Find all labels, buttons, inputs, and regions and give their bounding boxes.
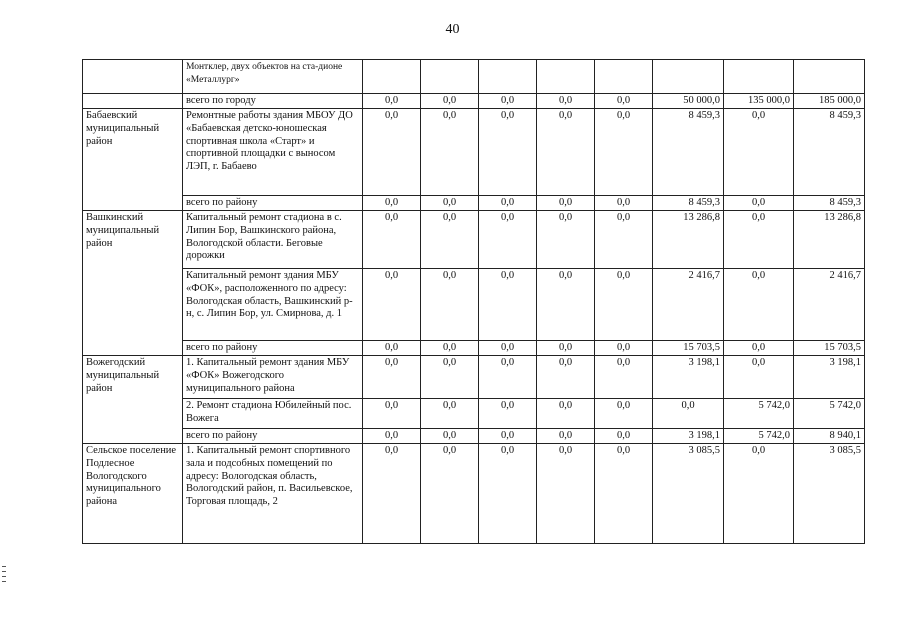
value-cell: 0,0 [479,196,537,211]
value-cell: 0,0 [421,429,479,444]
value-cell: 0,0 [363,94,421,109]
value-cell: 0,0 [421,196,479,211]
region-cell [83,60,183,94]
value-cell: 0,0 [421,211,479,269]
value-cell: 0,0 [724,341,794,356]
value-cell: 0,0 [595,269,653,341]
total-label: всего по району [183,196,363,211]
value-cell: 13 286,8 [653,211,724,269]
region-cell [83,94,183,109]
work-cell: Капитальный ремонт здания МБУ «ФОК», расположенного по адресу: Вологодская область, Вашкинский р-н, с. Липин Бор, ул. Смирнова, д. 1 [183,269,363,341]
value-cell: 0,0 [537,109,595,196]
value-cell: 0,0 [363,399,421,429]
value-cell: 2 416,7 [794,269,865,341]
value-cell: 0,0 [537,429,595,444]
value-cell: 0,0 [479,399,537,429]
value-cell: 3 198,1 [653,356,724,399]
total-label: всего по району [183,429,363,444]
value-cell [537,60,595,94]
value-cell: 0,0 [724,269,794,341]
value-cell: 0,0 [479,269,537,341]
value-cell: 0,0 [537,94,595,109]
value-cell: 0,0 [595,94,653,109]
value-cell: 0,0 [479,356,537,399]
budget-table [82,59,865,544]
value-cell: 15 703,5 [653,341,724,356]
value-cell: 8 459,3 [794,196,865,211]
work-cell: 2. Ремонт стадиона Юбилейный пос. Вожега [183,399,363,429]
value-cell: 0,0 [363,444,421,544]
table-row [83,211,865,269]
region-cell: Сельское поселение Подлесное Вологодского муниципального района [83,444,183,544]
value-cell: 0,0 [363,356,421,399]
work-cell: Ремонтные работы здания МБОУ ДО «Бабаевская детско-юношеская спортивная школа «Старт» и спортивной площадки с выносом ЛЭП, г. Бабаево [183,109,363,196]
value-cell: 0,0 [421,269,479,341]
value-cell: 0,0 [479,211,537,269]
work-cell: Монтклер, двух объектов на ста-дионе «Металлург» [183,60,363,94]
value-cell: 0,0 [363,109,421,196]
value-cell: 0,0 [479,341,537,356]
value-cell: 0,0 [537,211,595,269]
value-cell: 0,0 [363,341,421,356]
total-label: всего по городу [183,94,363,109]
table-row [83,196,865,211]
value-cell: 0,0 [595,444,653,544]
work-cell: 1. Капитальный ремонт спортивного зала и подсобных помещений по адресу: Вологодская область, Вологодский район, п. Васильевское, Торговая площадь, 2 [183,444,363,544]
value-cell: 0,0 [363,269,421,341]
value-cell: 0,0 [479,429,537,444]
value-cell: 2 416,7 [653,269,724,341]
value-cell [653,60,724,94]
value-cell: 15 703,5 [794,341,865,356]
value-cell: 3 198,1 [794,356,865,399]
table-row [83,399,865,429]
value-cell: 0,0 [724,109,794,196]
margin-mark [2,566,6,567]
region-cell: Вожегодский муниципальный район [83,356,183,444]
value-cell: 0,0 [724,196,794,211]
region-cell: Бабаевский муниципальный район [83,109,183,211]
value-cell: 50 000,0 [653,94,724,109]
table-row [83,356,865,399]
value-cell: 0,0 [537,356,595,399]
value-cell: 0,0 [724,444,794,544]
region-cell: Вашкинский муниципальный район [83,211,183,356]
table-row [83,94,865,109]
value-cell: 5 742,0 [724,399,794,429]
value-cell: 0,0 [421,94,479,109]
value-cell: 8 459,3 [653,109,724,196]
value-cell: 0,0 [421,399,479,429]
value-cell: 5 742,0 [724,429,794,444]
value-cell: 185 000,0 [794,94,865,109]
table-row [83,269,865,341]
table-row [83,109,865,196]
margin-mark [2,581,6,582]
value-cell: 0,0 [653,399,724,429]
work-cell: Капитальный ремонт стадиона в с. Липин Бор, Вашкинского района, Вологодской области. Беговые дорожки [183,211,363,269]
value-cell [479,60,537,94]
value-cell: 3 198,1 [653,429,724,444]
value-cell: 0,0 [595,399,653,429]
value-cell [724,60,794,94]
value-cell: 0,0 [479,94,537,109]
value-cell: 0,0 [537,196,595,211]
value-cell: 3 085,5 [794,444,865,544]
value-cell: 0,0 [479,444,537,544]
value-cell: 0,0 [479,109,537,196]
value-cell: 0,0 [363,429,421,444]
table-row [83,341,865,356]
value-cell: 0,0 [537,269,595,341]
value-cell [421,60,479,94]
work-cell: 1. Капитальный ремонт здания МБУ «ФОК» Вожегодского муниципального района [183,356,363,399]
table-row [83,60,865,94]
value-cell: 0,0 [595,109,653,196]
value-cell: 0,0 [724,356,794,399]
value-cell: 0,0 [595,341,653,356]
value-cell: 3 085,5 [653,444,724,544]
value-cell: 0,0 [724,211,794,269]
value-cell: 0,0 [421,341,479,356]
value-cell: 0,0 [595,196,653,211]
value-cell: 0,0 [421,109,479,196]
value-cell: 13 286,8 [794,211,865,269]
page-number: 40 [445,22,460,37]
table-row [83,444,865,544]
value-cell: 0,0 [363,196,421,211]
value-cell: 0,0 [595,429,653,444]
value-cell [794,60,865,94]
value-cell: 0,0 [421,444,479,544]
value-cell: 0,0 [595,211,653,269]
value-cell: 8 940,1 [794,429,865,444]
margin-mark [2,571,6,572]
value-cell [363,60,421,94]
value-cell: 0,0 [363,211,421,269]
value-cell: 0,0 [537,341,595,356]
margin-mark [2,576,6,577]
value-cell: 0,0 [421,356,479,399]
value-cell: 8 459,3 [794,109,865,196]
value-cell [595,60,653,94]
table-row [83,429,865,444]
value-cell: 8 459,3 [653,196,724,211]
value-cell: 5 742,0 [794,399,865,429]
value-cell: 0,0 [537,444,595,544]
value-cell: 0,0 [537,399,595,429]
value-cell: 135 000,0 [724,94,794,109]
value-cell: 0,0 [595,356,653,399]
total-label: всего по району [183,341,363,356]
